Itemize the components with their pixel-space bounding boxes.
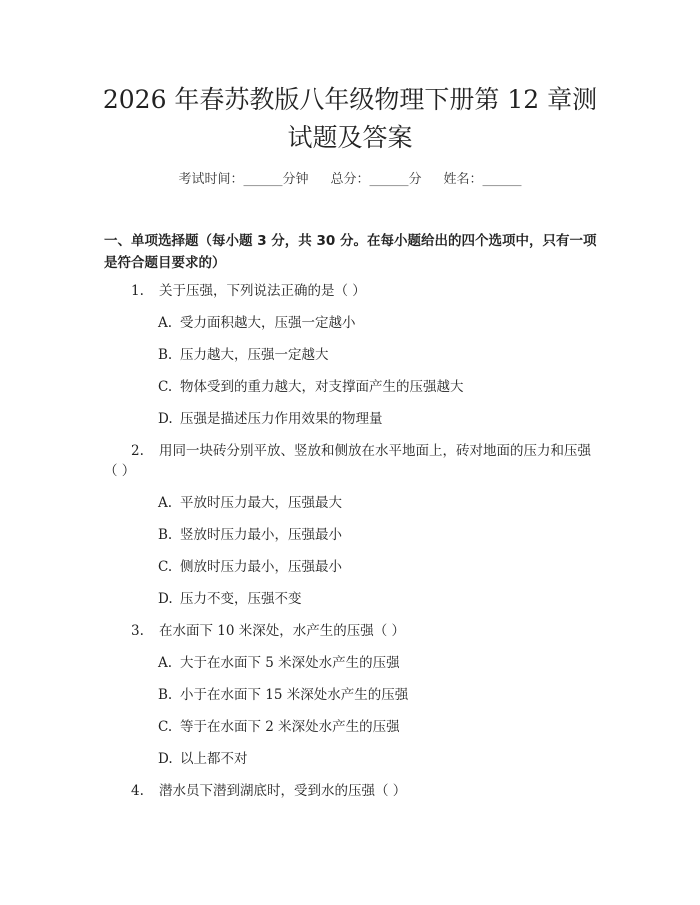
option-letter: C. <box>158 719 173 735</box>
option-text: 侧放时压力最小，压强最小 <box>180 559 342 575</box>
option-text: 平放时压力最大，压强最大 <box>180 495 342 511</box>
student-name: 姓名：______ <box>443 172 522 187</box>
question-3-option-c <box>158 717 400 737</box>
option-letter: A. <box>158 495 173 511</box>
question-1-option-d <box>158 409 383 429</box>
question-text: 潜水员下潜到湖底时，受到水的压强（ ） <box>159 783 407 799</box>
question-1 <box>131 281 366 301</box>
option-text: 压力越大，压强一定越大 <box>180 347 329 363</box>
option-text: 压力不变，压强不变 <box>180 591 302 607</box>
section-heading-line1: 一、单项选择题（每小题 3 分，共 30 分。在每小题给出的四个选项中，只有一项 <box>104 233 597 249</box>
question-number: 2. <box>131 443 144 459</box>
question-1-option-b <box>158 345 329 365</box>
option-letter: B. <box>158 687 173 703</box>
question-3-option-d <box>158 749 248 769</box>
question-3-option-a <box>158 653 400 673</box>
option-text: 大于在水面下 5 米深处水产生的压强 <box>180 655 400 671</box>
option-text: 小于在水面下 15 米深处水产生的压强 <box>180 687 409 703</box>
question-1-option-a <box>158 313 356 333</box>
option-text: 竖放时压力最小，压强最小 <box>180 527 342 543</box>
question-2-option-c <box>158 557 342 577</box>
question-number: 3. <box>131 623 144 639</box>
option-letter: D. <box>158 591 173 607</box>
question-number: 1. <box>131 283 144 299</box>
question-text: 用同一块砖分别平放、竖放和侧放在水平地面上，砖对地面的压力和压强 <box>159 443 591 459</box>
question-4 <box>131 781 406 801</box>
question-text: 在水面下 10 米深处，水产生的压强（ ） <box>159 623 406 639</box>
exam-time: 考试时间：______分钟 <box>178 172 309 187</box>
option-letter: A. <box>158 655 173 671</box>
option-text: 受力面积越大，压强一定越小 <box>180 315 356 331</box>
question-2-option-b <box>158 525 342 545</box>
exam-info <box>0 168 700 187</box>
option-text: 物体受到的重力越大，对支撑面产生的压强越大 <box>180 379 464 395</box>
document-title-line1: 2026 年春苏教版八年级物理下册第 12 章测 <box>102 85 598 114</box>
question-1-option-c <box>158 377 464 397</box>
question-number: 4. <box>131 783 144 799</box>
question-2 <box>131 441 591 461</box>
option-text: 以上都不对 <box>180 751 248 767</box>
document-title-line2: 试题及答案 <box>287 123 413 152</box>
option-letter: D. <box>158 751 173 767</box>
question-2-continuation: （ ） <box>104 463 136 479</box>
option-letter: A. <box>158 315 173 331</box>
option-letter: C. <box>158 559 173 575</box>
question-2-option-d <box>158 589 302 609</box>
option-letter: B. <box>158 347 173 363</box>
question-3 <box>131 621 405 641</box>
section-heading-line2: 是符合题目要求的） <box>104 255 226 271</box>
option-letter: B. <box>158 527 173 543</box>
option-letter: D. <box>158 411 173 427</box>
option-letter: C. <box>158 379 173 395</box>
option-text: 等于在水面下 2 米深处水产生的压强 <box>180 719 400 735</box>
question-text: 关于压强，下列说法正确的是（ ） <box>159 283 366 299</box>
question-3-option-b <box>158 685 408 705</box>
exam-total-score: 总分：______分 <box>330 172 422 187</box>
question-2-option-a <box>158 493 342 513</box>
option-text: 压强是描述压力作用效果的物理量 <box>180 411 383 427</box>
